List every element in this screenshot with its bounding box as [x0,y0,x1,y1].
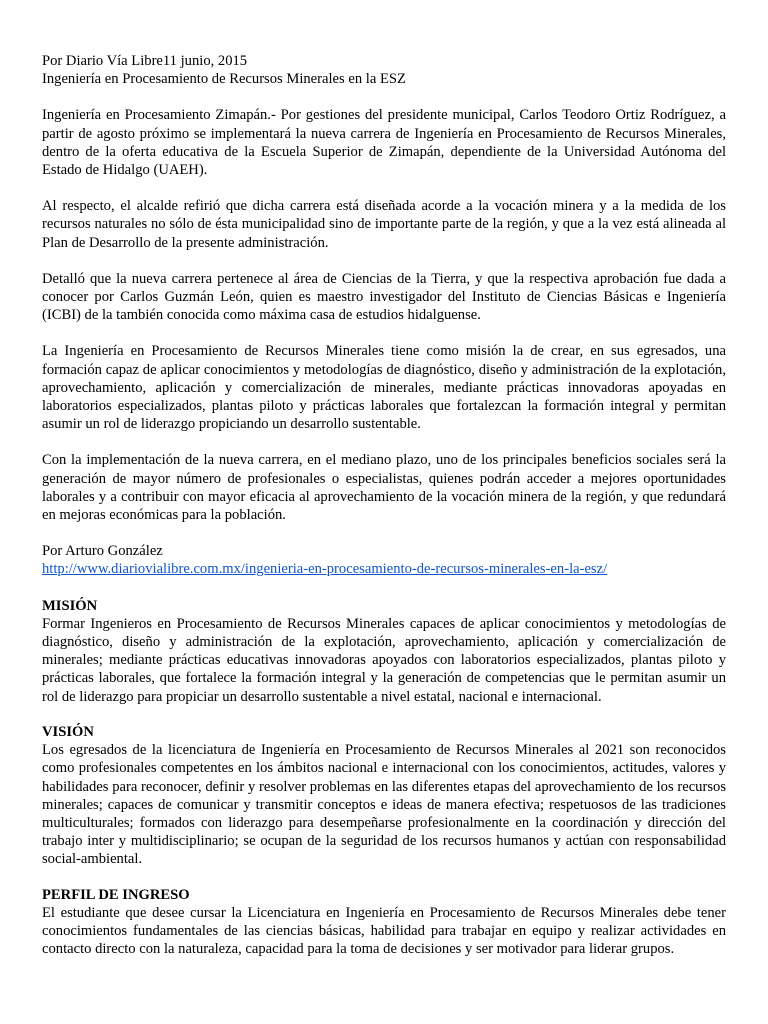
paragraph-detalle: Detalló que la nueva carrera pertenece al área de Ciencias de la Tierra, y que la respectiva aprobación fue dada a conocer por Carlos Guzmán León, quien es maestro investigador del Instituto de Ciencias Básicas e Ingeniería (ICBI) de la también conocida como máxima casa de estudios hidalguense. [42,270,726,324]
byline: Por Diario Vía Libre11 junio, 2015 [42,53,248,69]
perfil-body: El estudiante que desee cursar la Licenciatura en Ingeniería en Procesamiento de Recursos Minerales debe tener conocimientos fundamentales de las ciencias básicas, habilidad para trabajar en equipo y realizar actividades en contacto directo con la naturaleza, capacidad para la toma de decisiones y ser motivador para liderar grupos. [42,904,726,958]
author-credit: Por Arturo González [42,543,163,560]
vision-heading: VISIÓN [42,723,94,740]
vision-body: Los egresados de la licenciatura de Ingeniería en Procesamiento de Recursos Minerales al 2021 son reconocidos como profesionales competentes en los ámbitos nacional e internacional con los conocimientos, actitudes, valores y habilidades para reconocer, definir y resolver problemas en las diferentes etapas del aprovechamiento de los recursos minerales; capaces de comunicar y transmitir conceptos e ideas de manera efectiva; respetuosos de las tradiciones multiculturales; formados con liderazgo para desempeñarse profesionalmente en la coordinación y dirección del trabajo inter y multidisciplinario; se ocupan de la seguridad de los recursos humanos y actúan con responsabilidad social-ambiental. [42,742,726,868]
paragraph-intro: Ingeniería en Procesamiento Zimapán.- Por gestiones del presidente municipal, Carlos Teodoro Ortiz Rodríguez, a partir de agosto próximo se implementará la nueva carrera de Ingeniería en Procesamiento de Recursos Minerales, dentro de la oferta educativa de la Escuela Superior de Zimapán, dependiente de la Universidad Autónoma del Estado de Hidalgo (UAEH). [42,107,726,179]
mision-body: Formar Ingenieros en Procesamiento de Recursos Minerales capaces de aplicar conocimientos y metodologías de diagnóstico, diseño y administración de la explotación, aprovechamiento, aplicación y comercialización de minerales; mediante prácticas educativas innovadoras apoyados con laboratorios especializados, plantas piloto y prácticas laborales, que fortalece la formación integral y la generación de competencias que le permitan asumir un rol de liderazgo para propiciar un desarrollo sustentable a nivel estatal, nacional e internacional. [42,615,726,705]
perfil-heading: PERFIL DE INGRESO [42,886,190,903]
paragraph-beneficios: Con la implementación de la nueva carrera, en el mediano plazo, uno de los principales beneficios sociales será la generación de mayor número de profesionales o especialistas, quienes podrán acceder a mejores oportunidades laborales y a contribuir con mayor eficacia al aprovechamiento de la vocación minera de la región, y que redundará en mejoras económicas para la población. [42,452,726,524]
source-link[interactable]: http://www.diariovialibre.com.mx/ingenieria-en-procesamiento-de-recursos-minerales-en-la-esz/ [42,561,608,578]
article-headline: Ingeniería en Procesamiento de Recursos Minerales en la ESZ [42,71,406,88]
mision-heading: MISIÓN [42,597,98,614]
article-header [42,52,726,88]
paragraph-mision-carrera: La Ingeniería en Procesamiento de Recursos Minerales tiene como misión la de crear, en sus egresados, una formación capaz de aplicar conocimientos y metodologías de diagnóstico, diseño y administración de la explotación, aprovechamiento, aplicación y comercialización de minerales, mediante prácticas innovadoras apoyadas en laboratorios especializados, plantas piloto y prácticas laborales que fortalezcan la formación integral y permitan asumir un rol de liderazgo propiciando un desarrollo sustentable. [42,343,726,433]
paragraph-alcalde: Al respecto, el alcalde refirió que dicha carrera está diseñada acorde a la vocación minera y a la medida de los recursos naturales no sólo de ésta municipalidad sino de importante parte de la región, y que a la vez está alineada al Plan de Desarrollo de la presente administración. [42,198,726,251]
